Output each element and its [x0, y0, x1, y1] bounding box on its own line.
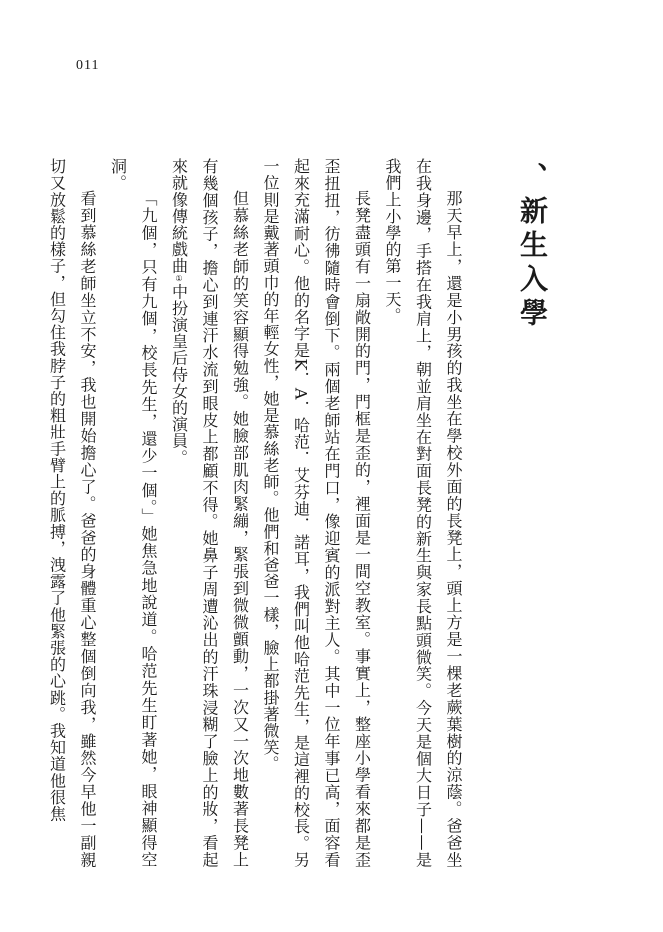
footnote-marker: ① — [174, 274, 184, 284]
page-number: 011 — [76, 58, 100, 73]
body-text — [41, 158, 468, 868]
paragraph-4: 「九個，只有九個，校長先生，還少一個。」她焦急地說道。哈范先生盯著她，眼神顯得空洞。 — [108, 158, 158, 868]
chapter-title: 、新生入學 — [516, 162, 549, 332]
paragraph-3-tail: 中扮演皇后侍女的演員。 — [169, 283, 189, 466]
paragraph-2: 長凳盡頭有一扇敞開的門，門框是歪的，裡面是一間空教室。事實上，整座小學看來都是歪歪扭扭，彷彿隨時會倒下。兩個老師站在門口，像迎賓的派對主人。其中一位年事已高，面容看起來充滿耐心。他的名字是K．A．哈范．艾芬迪．諾耳，我們叫他哈范先生，是這裡的校長。另一位則是戴著頭巾的年輕女性，她是慕絲老師。他們和爸爸一樣，臉上都掛著微笑。 — [261, 158, 372, 868]
paragraph-5: 看到慕絲老師坐立不安，我也開始擔心了。爸爸的身體重心整個倒向我，雖然今早他一副親切又放鬆的樣子，但勾住我脖子的粗壯手臂上的脈搏，洩露了他緊張的心跳。我知道他很焦 — [47, 158, 97, 868]
paragraph-3 — [163, 158, 255, 868]
paragraph-3-text: 但慕絲老師的笑容顯得勉強。她臉部肌肉緊繃，緊張到微微顫動，一次又一次地數著長凳上有幾個孩子，擔心到連汗水流到眼皮上都顧不得。她鼻子周遭沁出的汗珠浸糊了臉上的妝，看起來就像傳統戲曲 — [169, 158, 250, 868]
paragraph-1: 那天早上，還是小男孩的我坐在學校外面的長凳上，頭上方是一棵老蕨葉樹的涼蔭。爸爸坐在我身邊，手搭在我肩上，朝並肩坐在對面長凳的新生與家長點頭微笑。今天是個大日子——是我們上小學的第一天。 — [383, 158, 463, 868]
